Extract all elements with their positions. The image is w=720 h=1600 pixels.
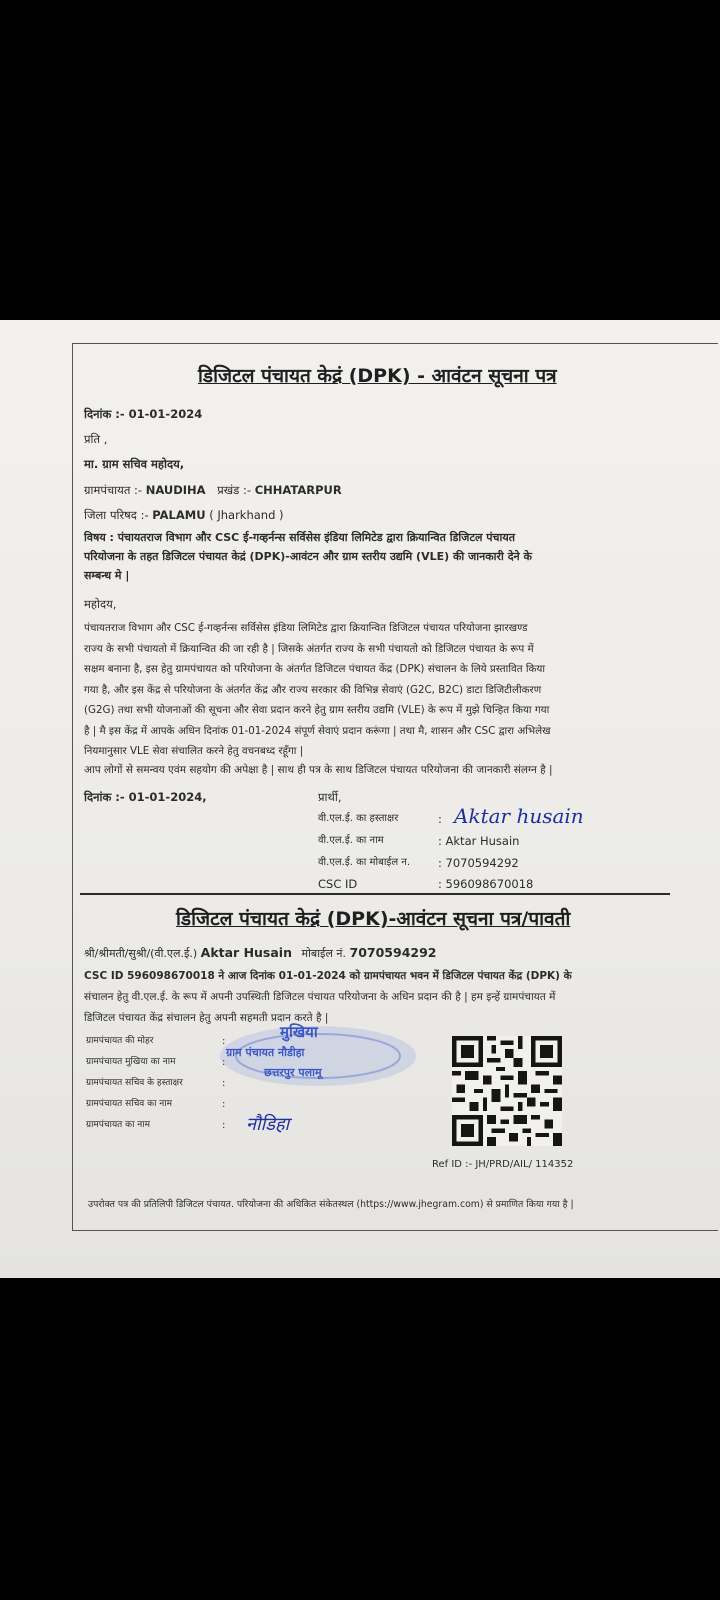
qr-code-icon (452, 1036, 562, 1146)
prati: प्रति , (84, 432, 108, 446)
field-colon: : (222, 1099, 226, 1110)
receipt-title: डिजिटल पंचायत केद्रं (DPK)-आवंटन सूचना पत्र/पावती (176, 908, 571, 930)
section-divider (80, 893, 670, 895)
vle-name-label: वी.एल.ई. का नाम (318, 835, 384, 846)
subject (84, 528, 674, 585)
field-colon: : (222, 1036, 226, 1047)
closing-line: आप लोगों से समन्वय एवंम सहयोग की अपेक्षा है | साथ ही पत्र के साथ डिजिटल पंचायत परियोजना की जानकारी संलग्न है | (84, 764, 553, 776)
block-label: प्रखंड :- (217, 483, 252, 497)
receipt-line: CSC ID 596098670018 ने आज दिनांक 01-01-2024 को ग्रामपंचायत भवन में डिजिटल पंचायत केंद्र (DPK) के (84, 970, 572, 982)
body-line: राज्य के सभी पंचायतो में क्रियान्वित की जा रही है | जिसके अंतर्गत राज्य के सभी पंचायतो को डिजिटल पंचायत के रूप में (84, 642, 534, 655)
csc-id-label: CSC ID (318, 877, 358, 891)
receipt-field-labels (86, 1031, 183, 1136)
body-line: नियमानुसार VLE सेवा संचालित करने हेतु वचनबध्द रहूँगा | (84, 745, 304, 757)
district-label: जिला परिषद :- (84, 508, 149, 522)
receipt-line: संचालन हेतु वी.एल.ई. के रूप में अपनी उपस्थिती डिजिटल पंचायत परियोजना के अधिन प्रदान की है | हम इन्हें ग्रामपंचायत में (84, 991, 556, 1003)
stamp-panchayat: ग्राम पंचायत नौडीहा (226, 1046, 305, 1059)
stamp-mukhiya: मुखिया (280, 1023, 318, 1041)
letter-title: डिजिटल पंचायत केद्रं (DPK) - आवंटन सूचना पत्र (198, 365, 557, 387)
field-secretary-sign-label: ग्रामपंचायत सचिव के हस्ताक्षर (86, 1078, 183, 1088)
gram-panchayat-label: ग्रामपंचायत :- (84, 483, 143, 497)
addressee: मा. ग्राम सचिव महोदय, (84, 457, 185, 471)
field-panchayat-name-label: ग्रामपंचायत का नाम (86, 1120, 150, 1130)
field-secretary-name-label: ग्रामपंचायत सचिव का नाम (86, 1099, 172, 1109)
field-colon: : (222, 1057, 226, 1068)
receipt-vle-line (84, 946, 437, 961)
state: ( Jharkhand ) (209, 508, 284, 522)
csc-id-value: : 596098670018 (438, 877, 534, 891)
vle-mobile-value: : 7070594292 (438, 856, 519, 870)
vle-signature: Aktar husain (454, 804, 584, 828)
body-line: पंचायतराज विभाग और CSC ई-गव्हर्नन्स सर्विसेस इंडिया लिमिटेड द्वारा क्रियान्वित डिजिटल पंचायत परियोजना झारखण्ड (84, 622, 528, 634)
field-mukhiya-name-label: ग्रामपंचायत मुखिया का नाम (86, 1057, 176, 1067)
panchayat-stamp (218, 1022, 428, 1090)
vle-name-value: : Aktar Husain (438, 834, 520, 848)
field-colon: : (222, 1078, 226, 1089)
vle-signature-label: वी.एल.ई. का हस्ताक्षर (318, 813, 399, 824)
subject-line: सम्बन्ध मे | (84, 569, 130, 582)
receipt-mobile-label: मोबाईल नं. (301, 947, 347, 960)
vle-prefix: श्री/श्रीमती/सुश्री/(वी.एल.ई.) (84, 947, 198, 960)
vle-mobile-label: वी.एल.ई. का मोबाईल न. (318, 857, 411, 868)
block-value: CHHATARPUR (254, 483, 342, 497)
receipt-mobile-value: 7070594292 (349, 945, 437, 960)
body-line: सक्षम बनाना है, इस हेतु ग्रामपंचायत को परियोजना के अंतर्गत डिजिटल पंचायत केंद्र (DPK) संचालन के लिये प्रस्तावित किया (84, 663, 546, 675)
letter-body (84, 618, 684, 762)
field-colon: : (222, 1120, 226, 1131)
panchayat-name-handwritten: नौडिहा (246, 1114, 290, 1135)
body-line: है | मै इस केंद्र में आपके अधिन दिनांक 01-01-2024 संपूर्ण सेवाएं प्रदान करूंगा | तथा मै, शासन और CSC द्वारा अभिलेख (84, 724, 551, 737)
subject-line: परियोजना के तहत डिजिटल पंचायत केद्रं (DPK)-आवंटन और ग्राम स्तरीय उद्यमि (VLE) की जानकारी देने के (84, 550, 532, 563)
stamp-block: छत्तरपुर पलामू (264, 1066, 322, 1079)
receipt-vle-name: Aktar Husain (200, 945, 292, 960)
applicant: प्रार्थी, (318, 790, 342, 804)
field-stamp-label: ग्रामपंचायत की मोहर (86, 1036, 154, 1046)
footer-note: उपरोक्त पत्र की प्रतिलिपी डिजिटल पंचायत. परियोजना की अधिकित संकेतस्थल (https://www.jhegram.com) से प्रमाणित किया गया है | (88, 1199, 574, 1210)
body-line: (G2G) तथा सभी योजनाओं की सूचना और सेवा प्रदान करने हेतु ग्राम स्तरीय उद्यमि (VLE) के रूप में मुझे चिन्हित किया गया (84, 704, 550, 716)
vle-signature-colon: : (438, 812, 442, 826)
receipt-line: डिजिटल पंचायत केंद्र संचालन हेतु अपनी सहमती प्रदान करते है | (84, 1012, 329, 1024)
letter-date: दिनांक :- 01-01-2024 (84, 407, 203, 421)
receipt-text (84, 966, 684, 1029)
ref-id: Ref ID :- JH/PRD/AIL/ 114352 (432, 1159, 574, 1170)
letter-date-2: दिनांक :- 01-01-2024, (84, 790, 207, 804)
district-line (84, 508, 284, 522)
body-line: गया है, और इस केंद्र से परियोजना के अंतर्गत केंद्र और राज्य सरकार की विभिन्न सेवाएं (G2C, B2C) डाटा डिजिटीलीकरण (84, 683, 542, 696)
gram-panchayat-line (84, 483, 342, 497)
gram-panchayat-value: NAUDIHA (145, 483, 206, 497)
district-value: PALAMU (152, 508, 206, 522)
salutation: महोदय, (84, 597, 117, 611)
subject-line: विषय : पंचायतराज विभाग और CSC ई-गव्हर्नन्स सर्विसेस इंडिया लिमिटेड द्वारा क्रियान्वित डिजिटल पंचायत (84, 531, 516, 544)
